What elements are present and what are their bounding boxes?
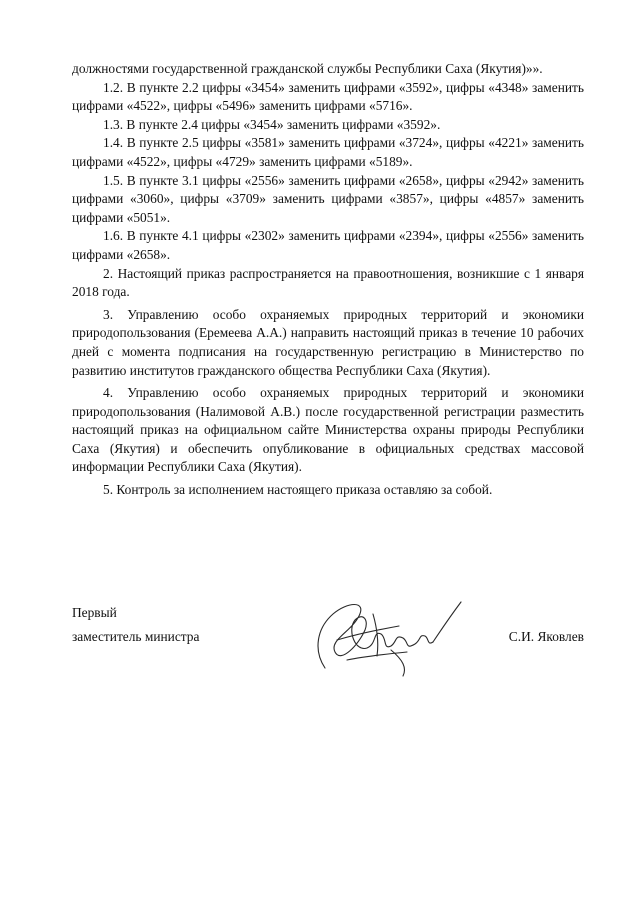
signatory-title-line1: Первый [72, 605, 117, 620]
signatory-title-line2: заместитель министра [72, 629, 200, 644]
paragraph-item-1-6: 1.6. В пункте 4.1 цифры «2302» заменить цифрами «2394», цифры «2556» заменить цифрами «2658». [72, 228, 584, 262]
paragraph-item-4: 4. Управлению особо охраняемых природных территорий и экономики природопользования (Налимовой А.В.) после государственной регистрации разместить настоящий приказ на официальном сайте Министерства охраны природы Республики Саха (Якутия) и обеспечить опубликование в официальных средствах массовой информации Республики Саха (Якутия). [72, 385, 584, 475]
paragraph-continuation: должностями государственной гражданской службы Республики Саха (Якутия)»». [72, 61, 543, 76]
paragraph-item-1-4: 1.4. В пункте 2.5 цифры «3581» заменить цифрами «3724», цифры «4221» заменить цифрами «4522», цифры «4729» заменить цифрами «5189». [72, 135, 584, 169]
paragraph-item-5: 5. Контроль за исполнением настоящего приказа оставляю за собой. [103, 482, 493, 498]
document-body [72, 60, 584, 500]
paragraph-item-1-5: 1.5. В пункте 3.1 цифры «2556» заменить цифрами «2658», цифры «2942» заменить цифрами «3060», цифры «3709» заменить цифрами «3857», цифры «4857» заменить цифрами «5051». [72, 172, 584, 225]
signatory-name: С.И. Яковлев [508, 629, 584, 644]
paragraph-item-2: 2. Настоящий приказ распространяется на правоотношения, возникшие с 1 января 2018 года. [72, 265, 584, 300]
signature-block [72, 604, 584, 694]
paragraph-item-1-2: 1.2. В пункте 2.2 цифры «3454» заменить цифрами «3592», цифры «4348» заменить цифрами «4522», цифры «5496» заменить цифрами «5716». [72, 79, 584, 114]
paragraph-item-3: 3. Управлению особо охраняемых природных территорий и экономики природопользования (Еремеева А.А.) направить настоящий приказ в течение 10 рабочих дней с момента подписания на государственную регистрацию в Министерство по развитию институтов гражданского общества Республики Саха (Якутия). [72, 306, 584, 378]
paragraph-item-1-3: 1.3. В пункте 2.4 цифры «3454» заменить цифрами «3592». [103, 116, 441, 132]
handwritten-signature [307, 590, 467, 682]
